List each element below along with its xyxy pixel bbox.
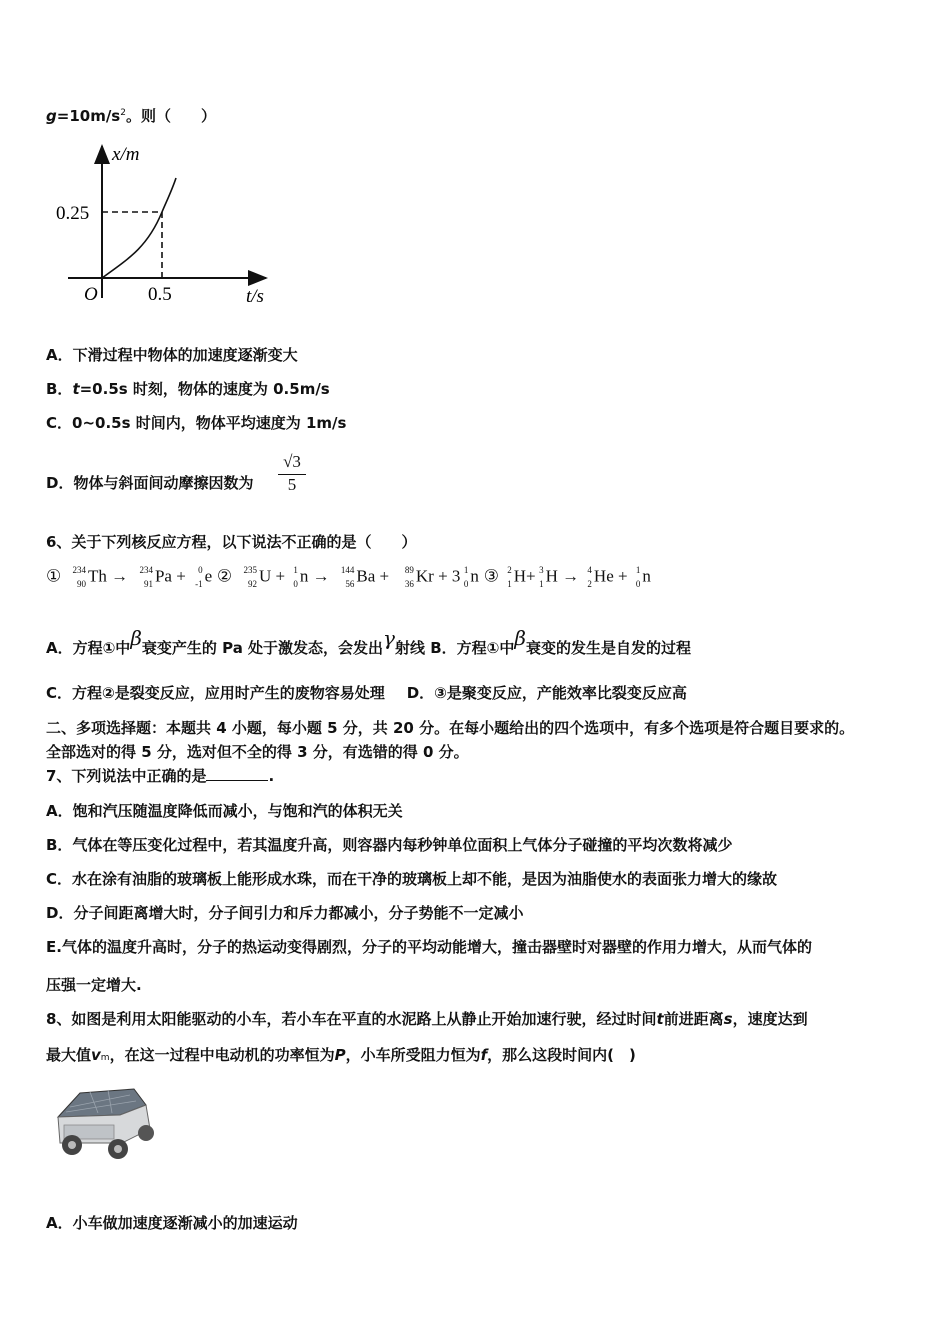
xt-curve xyxy=(102,178,176,278)
q8-stem-line2 xyxy=(46,1045,636,1068)
q7-stem-text: 7、下列说法中正确的是 xyxy=(46,767,207,785)
q5-intro xyxy=(46,103,216,126)
q8-s1b: 前进距离 xyxy=(663,1010,724,1028)
var-P: P xyxy=(334,1046,346,1064)
q7-option-a: A．饱和汽压随温度降低而减小，与饱和汽的体积无关 xyxy=(46,802,403,820)
q8-s1: 8、如图是利用太阳能驱动的小车，若小车在平直的水泥路上从静止开始加速行驶，经过时间 xyxy=(46,1010,657,1028)
iso-u: 235 92 xyxy=(243,565,257,589)
b-rest: =0.5s 时刻，物体的速度为 0.5m/s xyxy=(79,380,330,398)
intro-tail: 。则（ ） xyxy=(125,107,216,125)
var-t: t xyxy=(72,380,80,398)
y-tick-label: 0.25 xyxy=(56,203,90,224)
q6-equations: ① 234 90 Th → 234 91 Pa + 0 -1 e ② 235 92 U + 1 0 n → 144 56 Ba + 89 36 Kr + 3 1 0 n ③ 2 1 H+ 3 1 H → 4 2 He + 1 0 n xyxy=(46,565,651,589)
iso-pa: 234 91 xyxy=(139,565,153,589)
q6-b1: B．方程①中 xyxy=(430,639,515,657)
iso-n3: 1 0 xyxy=(635,565,641,589)
q8-option-a: A．小车做加速度逐渐减小的加速运动 xyxy=(46,1214,298,1232)
iso-h2: 2 1 xyxy=(507,565,512,589)
q7-option-b: B．气体在等压变化过程中，若其温度升高，则容器内每秒钟单位面积上气体分子碰撞的平均次数将减少 xyxy=(46,836,733,854)
q7-option-c: C．水在涂有油脂的玻璃板上能形成水珠，而在干净的玻璃板上却不能，是因为油脂使水的表面张力增大的缘故 xyxy=(46,870,778,888)
q5-option-d: D．物体与斜面间动摩擦因数为 xyxy=(46,474,254,492)
q5-option-b xyxy=(46,379,330,399)
answer-blank xyxy=(206,766,268,781)
q8-stem-line1 xyxy=(46,1009,808,1029)
iso-n2: 1 0 xyxy=(463,565,469,589)
q8-s1c: ，速度达到 xyxy=(732,1010,808,1028)
beta-symbol: β xyxy=(130,626,142,650)
x-axis-label: t/s xyxy=(246,286,264,307)
frac-denominator: 5 xyxy=(287,475,297,494)
gamma-symbol: γ xyxy=(383,626,395,650)
q6-options-cd xyxy=(46,683,687,703)
eq2-marker: ② xyxy=(216,566,233,587)
q6-a1: A．方程①中 xyxy=(46,639,131,657)
intro-rest: =10m/s xyxy=(56,107,121,125)
q8-s2c: ，小车所受阻力恒为 xyxy=(345,1046,481,1064)
x-t-graph xyxy=(50,140,280,310)
y-axis-label: x/m xyxy=(112,144,140,165)
var-f: f xyxy=(480,1046,488,1064)
var-g: g xyxy=(46,107,57,125)
frac-numerator: √3 xyxy=(278,452,306,475)
iso-th: 234 90 xyxy=(72,565,87,589)
q7-option-e-line1: E.气体的温度升高时，分子的热运动变得剧烈，分子的平均动能增大，撞击器壁时对器壁的作用力增大，从而气体的 xyxy=(46,938,812,956)
var-t8: t xyxy=(656,1010,664,1028)
eq3-marker: ③ xyxy=(483,566,499,587)
solar-car-image xyxy=(50,1085,160,1165)
q6-a3: 射线 xyxy=(395,639,426,657)
var-s: s xyxy=(723,1010,733,1028)
var-v-sub: m xyxy=(100,1053,110,1063)
q8-s2a: 最大值 xyxy=(46,1046,92,1064)
eq1-marker: ① xyxy=(46,566,62,587)
q5-option-a: A．下滑过程中物体的加速度逐渐变大 xyxy=(46,346,298,364)
section2-heading-2: 全部选对的得 5 分，选对但不全的得 3 分，有选错的得 0 分。 xyxy=(46,743,469,761)
var-v: v xyxy=(91,1046,101,1064)
q6-a2: 衰变产生的 Pa 处于激发态，会发出 xyxy=(141,639,384,657)
iso-ba: 144 56 xyxy=(340,565,355,589)
x-tick-label: 0.5 xyxy=(148,284,172,305)
iso-h3: 3 1 xyxy=(539,565,544,589)
sqrt3-over-5 xyxy=(278,452,306,495)
q6-stem: 6、关于下列核反应方程，以下说法不正确的是（ ） xyxy=(46,533,417,551)
origin-label: O xyxy=(84,284,98,305)
iso-n1: 1 0 xyxy=(293,565,298,589)
q8-s2b: ，在这一过程中电动机的功率恒为 xyxy=(109,1046,335,1064)
intro-sup: 2 xyxy=(120,108,126,118)
section2-heading: 二、多项选择题：本题共 4 小题，每小题 5 分，共 20 分。在每小题给出的四个选项中，有多个选项是符合题目要求的。 xyxy=(46,719,855,737)
q6-c: C．方程②是裂变反应，应用时产生的废物容易处理 xyxy=(46,684,385,702)
q6-options-ab xyxy=(46,626,691,658)
q7-option-e-line2: 压强一定增大. xyxy=(46,976,142,994)
q5-option-c: C．0~0.5s 时间内，物体平均速度为 1m/s xyxy=(46,414,347,432)
q6-b2: 衰变的发生是自发的过程 xyxy=(525,639,691,657)
q7-stem xyxy=(46,766,274,786)
wheel-rear xyxy=(138,1125,154,1141)
q7-stem-end: . xyxy=(268,767,275,785)
iso-he: 4 2 xyxy=(587,565,592,589)
beta-symbol-2: β xyxy=(514,626,526,650)
iso-kr: 89 36 xyxy=(404,565,414,589)
iso-e: 0 -1 xyxy=(195,565,203,589)
b-prefix: B． xyxy=(46,380,73,398)
q8-s2d: ，那么这段时间内( ) xyxy=(487,1046,636,1064)
q6-d: D．③是聚变反应，产能效率比裂变反应高 xyxy=(406,684,687,702)
q7-option-d: D．分子间距离增大时，分子间引力和斥力都减小，分子势能不一定减小 xyxy=(46,904,524,922)
